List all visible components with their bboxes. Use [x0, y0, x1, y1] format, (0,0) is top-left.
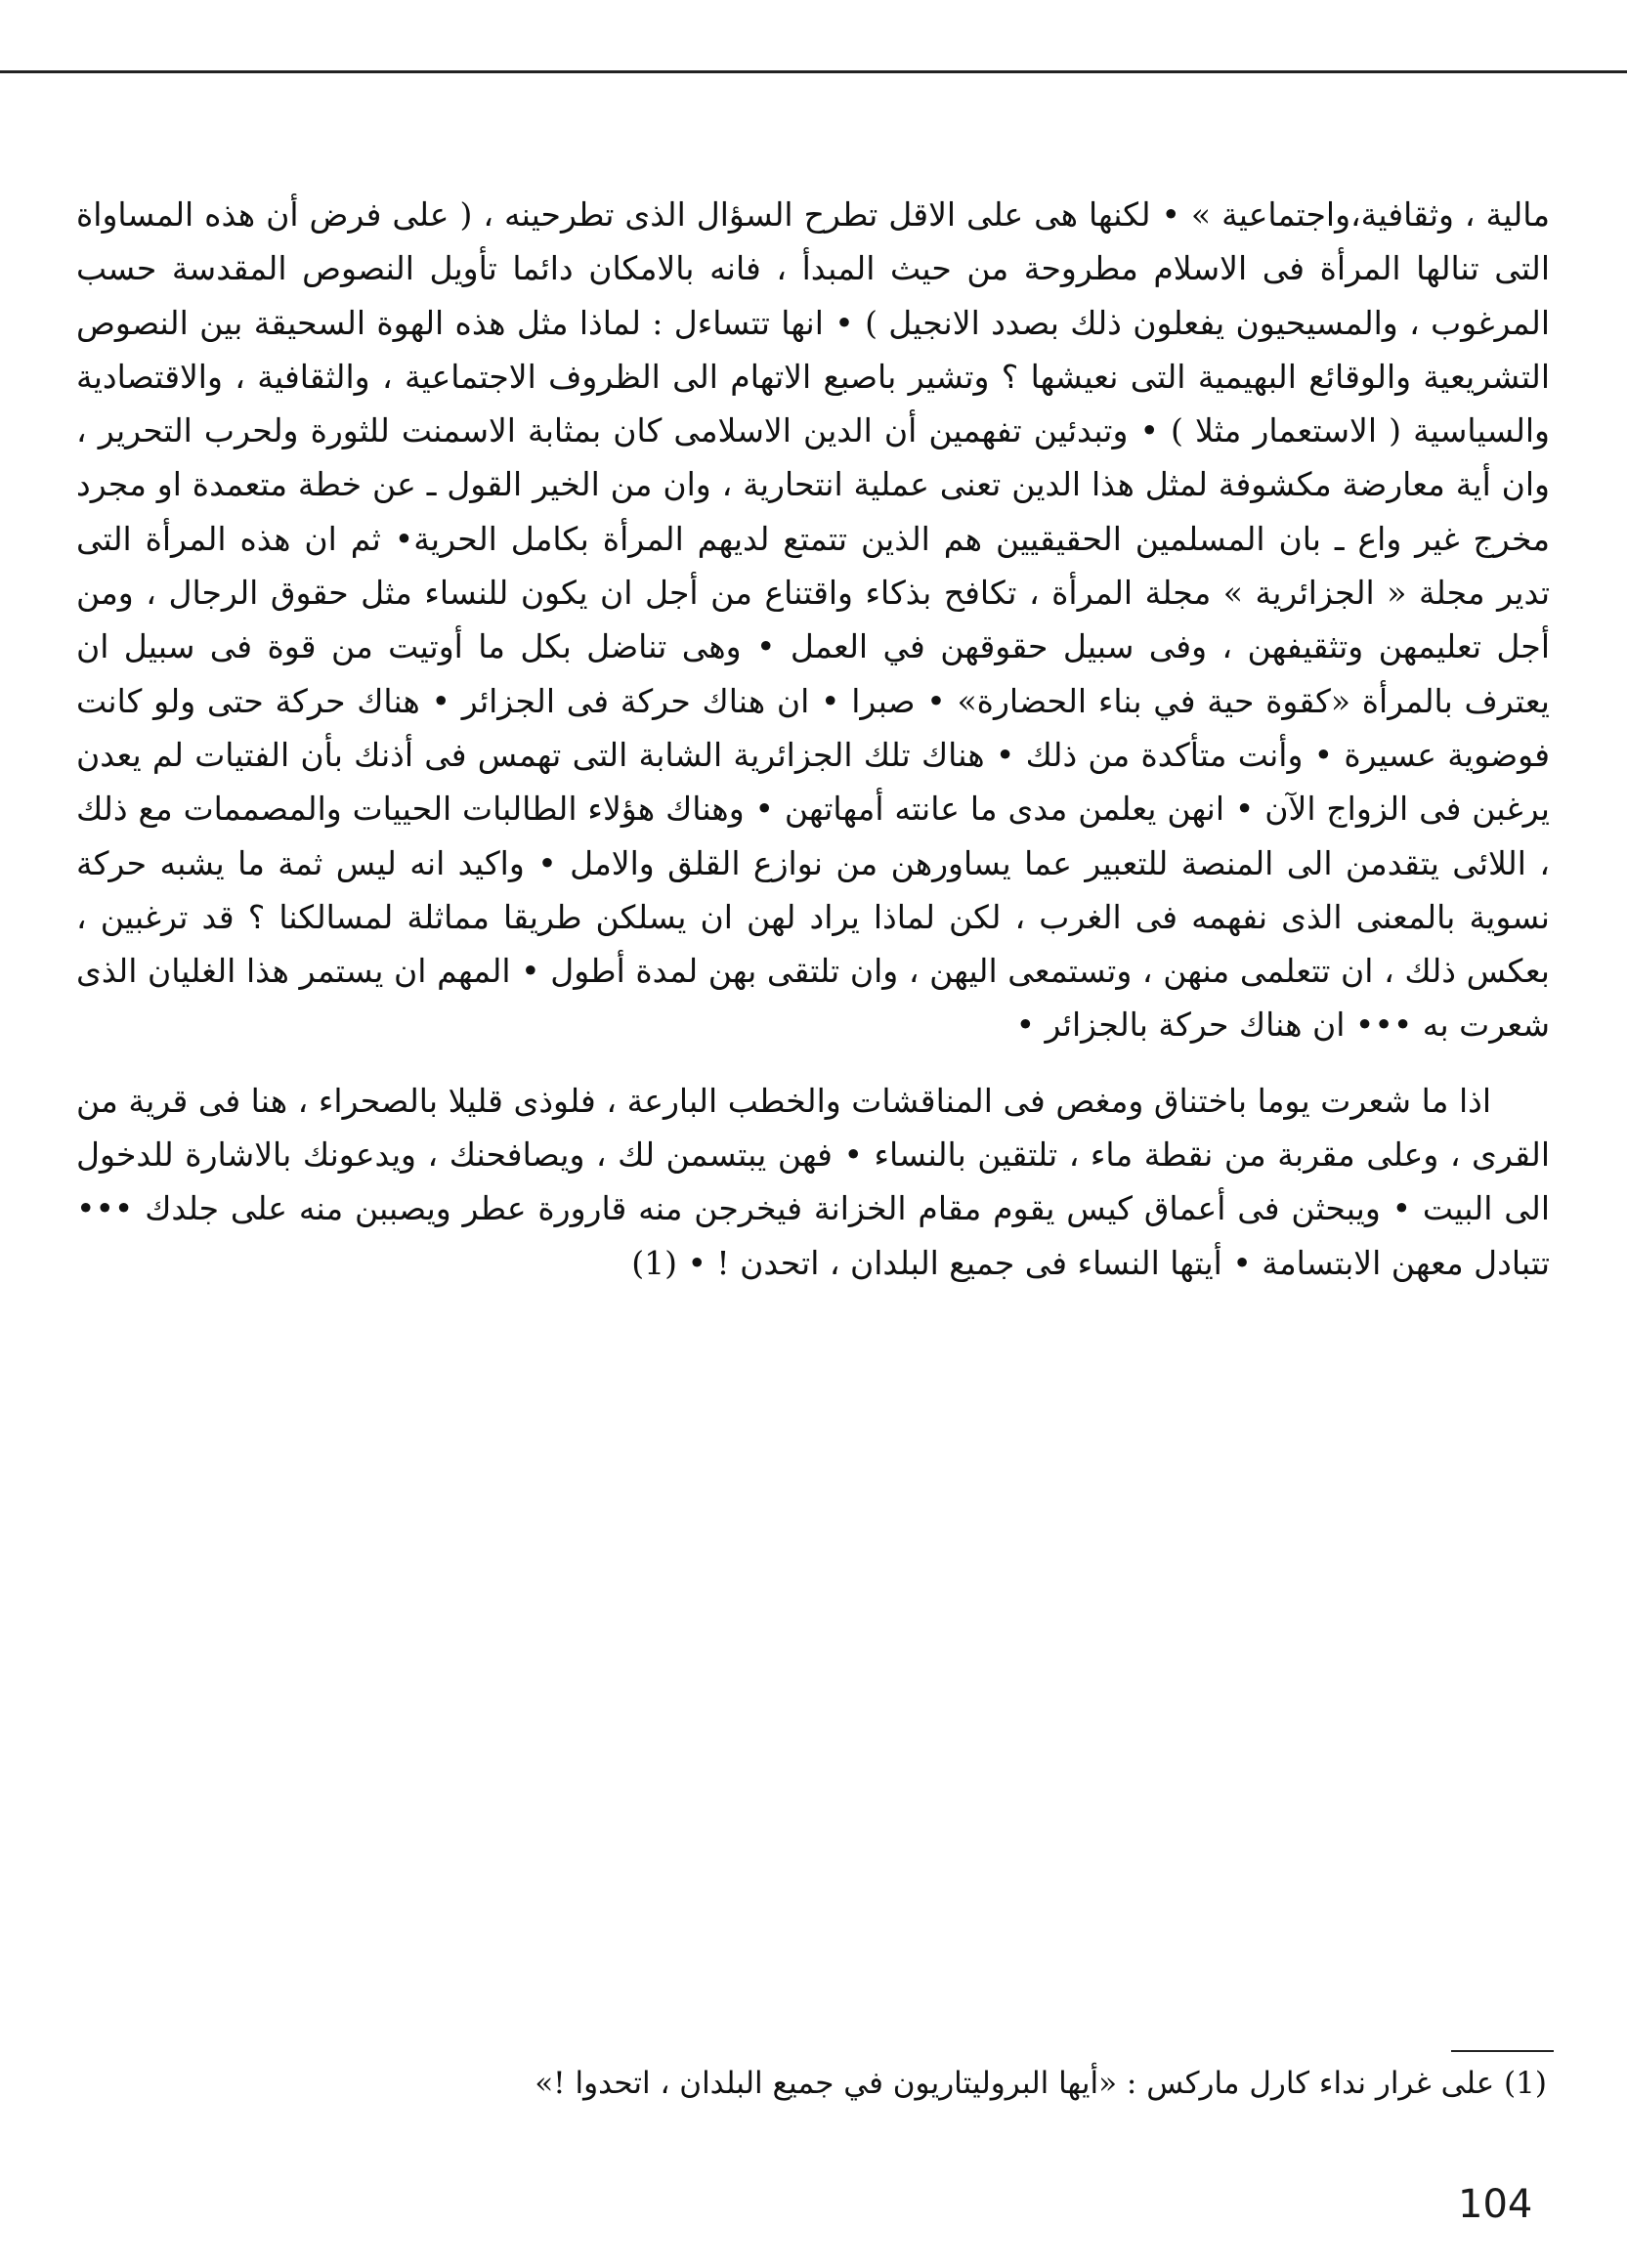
body-text: [76, 188, 1550, 1290]
footnote: (1) على غرار نداء كارل ماركس : «أيها البروليتاريون في جميع البلدان ، اتحدوا !»: [535, 2066, 1547, 2101]
paragraph-2: اذا ما شعرت يوما باختناق ومغص فى المناقشات والخطب البارعة ، فلوذى قليلا بالصحراء ، هنا فى قرية من القرى ، وعلى مقربة من نقطة ماء ، تلتقين بالنساء • فهن يبتسمن لك ، ويصافحنك ، ويدعونك بالاشارة للدخول الى البيت • ويبحثن فى أعماق كيس يقوم مقام الخزانة فيخرجن منه قارورة عطر ويصببن منه على جلدك ••• تتبادل معهن الابتسامة • أيتها النساء فى جميع البلدان ، اتحدن ! • (1): [76, 1081, 1550, 1282]
page-number: 104: [1458, 2182, 1533, 2227]
footnote-rule: [1451, 2050, 1554, 2052]
paragraph-1: مالية ، وثقافية،واجتماعية » • لكنها هى على الاقل تطرح السؤال الذى تطرحينه ، ( على فرض أن هذه المساواة التى تنالها المرأة فى الاسلام مطروحة من حيث المبدأ ، فانه بالامكان دائما تأويل النصوص المقدسة حسب المرغوب ، والمسيحيون يفعلون ذلك بصدد الانجيل ) • انها تتساءل : لماذا مثل هذه الهوة السحيقة بين النصوص التشريعية والوقائع البهيمية التى نعيشها ؟ وتشير باصبع الاتهام الى الظروف الاجتماعية ، والثقافية ، والاقتصادية والسياسية ( الاستعمار مثلا ) • وتبدئين تفهمين أن الدين الاسلامى كان بمثابة الاسمنت للثورة ولحرب التحرير ، وان أية معارضة مكشوفة لمثل هذا الدين تعنى عملية انتحارية ، وان من الخير القول ـ عن خطة متعمدة او مجرد مخرج غير واع ـ بان المسلمين الحقيقيين هم الذين تتمتع لديهم المرأة بكامل الحرية• ثم ان هذه المرأة التى تدير مجلة « الجزائرية » مجلة المرأة ، تكافح بذكاء واقتناع من أجل ان يكون للنساء مثل حقوق الرجال ، ومن أجل تعليمهن وتثقيفهن ، وفى سبيل حقوقهن في العمل • وهى تناضل بكل ما أوتيت من قوة فى سبيل ان يعترف بالمرأة «كقوة حية في بناء الحضارة» • صبرا • ان هناك حركة فى الجزائر • هناك حركة حتى ولو كانت فوضوية عسيرة • وأنت متأكدة من ذلك • هناك تلك الجزائرية الشابة التى تهمس فى أذنك بأن الفتيات لم يعدن يرغبن فى الزواج الآن • انهن يعلمن مدى ما عانته أمهاتهن • وهناك هؤلاء الطالبات الحييات والمصممات مع ذلك ، اللائى يتقدمن الى المنصة للتعبير عما يساورهن من نوازع القلق والامل • واكيد انه ليس ثمة ما يشبه حركة نسوية بالمعنى الذى نفهمه فى الغرب ، لكن لماذا يراد لهن ان يسلكن طريقا مماثلة لمسالكنا ؟ قد ترغبين ، بعكس ذلك ، ان تتعلمى منهن ، وتستمعى اليهن ، وان تلتقى بهن لمدة أطول • المهم ان يستمر هذا الغليان الذى شعرت به ••• ان هناك حركة بالجزائر •: [76, 195, 1550, 1045]
top-rule: [0, 70, 1627, 73]
